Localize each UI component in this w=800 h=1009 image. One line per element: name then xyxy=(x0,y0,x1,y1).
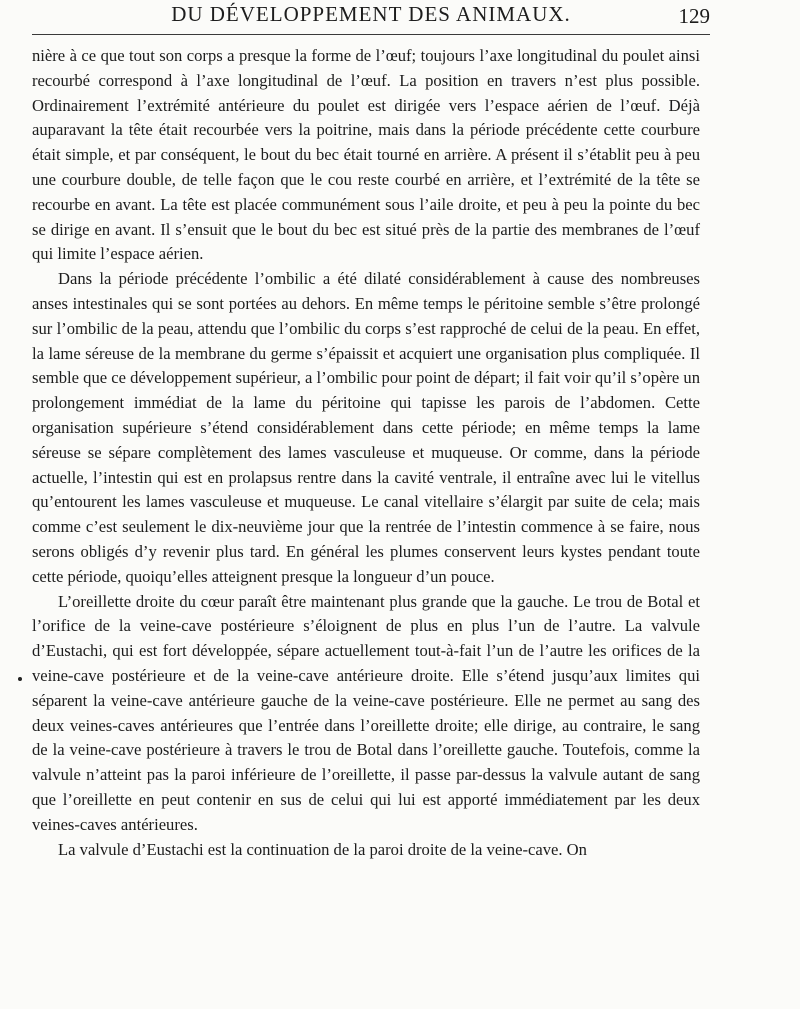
margin-dot xyxy=(18,677,22,681)
running-title: DU DÉVELOPPEMENT DES ANIMAUX. xyxy=(171,2,571,26)
paragraph-2: Dans la période précédente l’ombilic a été dilaté considérablement à cause des nombreuses anses intestinales qui se sont portées au dehors. En même temps le péritoine semble s’être prolongé sur l’ombilic de la peau, attendu que l’ombilic du corps s’est rapproché de celui de la peau. En effet, la lame séreuse de la membrane du germe s’épaissit et acquiert une organisation plus compliquée. Il semble que ce développement supérieur, a l’ombilic pour point de départ; il fait voir qu’il s’opère un prolongement immédiat de la lame du péritoine qui tapisse les parois de l’abdomen. Cette organisation supérieure s’étend considérablement dans cette période; en même temps la lame séreuse se sépare complètement des lames vasculeuse et muqueuse. Or comme, dans la période actuelle, l’intestin qui est en prolapsus rentre dans la cavité ventrale, il entraîne avec lui le vitellus qu’entourent les lames vasculeuse et muqueuse. Le canal vitellaire s’élargit par suite de cela; mais comme c’est seulement le dix-neuvième jour que la rentrée de l’intestin commence à se faire, nous serons obligés d’y revenir plus tard. En général les plumes conservent leurs kystes pendant toute cette période, quoiqu’elles atteignent presque la longueur d’un pouce. xyxy=(32,269,700,586)
paragraph-3: L’oreillette droite du cœur paraît être maintenant plus grande que la gauche. Le trou de Botal et l’orifice de la veine-cave postérieure s’éloignent de plus en plus l’un de l’autre. La valvule d’Eustachi, qui est fort développée, sépare actuellement tout-à-fait l’un de l’autre les orifices de la veine-cave postérieure et de la veine-cave antérieure droite. Elle s’étend jusqu’aux limites qui séparent la veine-cave antérieure gauche de la veine-cave postérieure. Elle ne permet au sang des deux veines-caves antérieures que l’entrée dans l’oreillette droite; elle dirige, au contraire, le sang de la veine-cave postérieure à travers le trou de Botal dans l’oreillette gauche. Toutefois, comme la valvule n’atteint pas la paroi inférieure de l’oreillette, il passe par-dessus la valvule autant de sang que l’oreillette en peut contenir en sus de celui qui lui est apporté immédiatement par les deux veines-caves antérieures. xyxy=(32,591,700,834)
paragraph-1: nière à ce que tout son corps a presque la forme de l’œuf; toujours l’axe longitudinal du poulet ainsi recourbé correspond à l’axe longitudinal de l’œuf. La position en travers n’est plus possible. Ordinairement l’extrémité antérieure du poulet est dirigée vers l’espace aérien de l’œuf. Déjà auparavant la tête était recourbée vers la poitrine, mais dans la période précédente cette courbure était simple, et par conséquent, le bout du bec était tourné en arrière. A présent il s’établit peu à peu une courbure double, de telle façon que le cou reste courbé en arrière, et l’extrémité de la tête se recourbe en avant. La tête est placée communément sous l’aile droite, et peu à peu la pointe du bec se dirige en avant. Il s’ensuit que le bout du bec est situé près de la partie des membranes de l’œuf qui limite l’espace aérien. xyxy=(32,46,700,264)
page-number: 129 xyxy=(678,4,710,28)
body-text xyxy=(32,44,700,862)
running-header xyxy=(32,0,710,35)
paragraph-4: La valvule d’Eustachi est la continuation de la paroi droite de la veine-cave. On xyxy=(58,839,587,859)
